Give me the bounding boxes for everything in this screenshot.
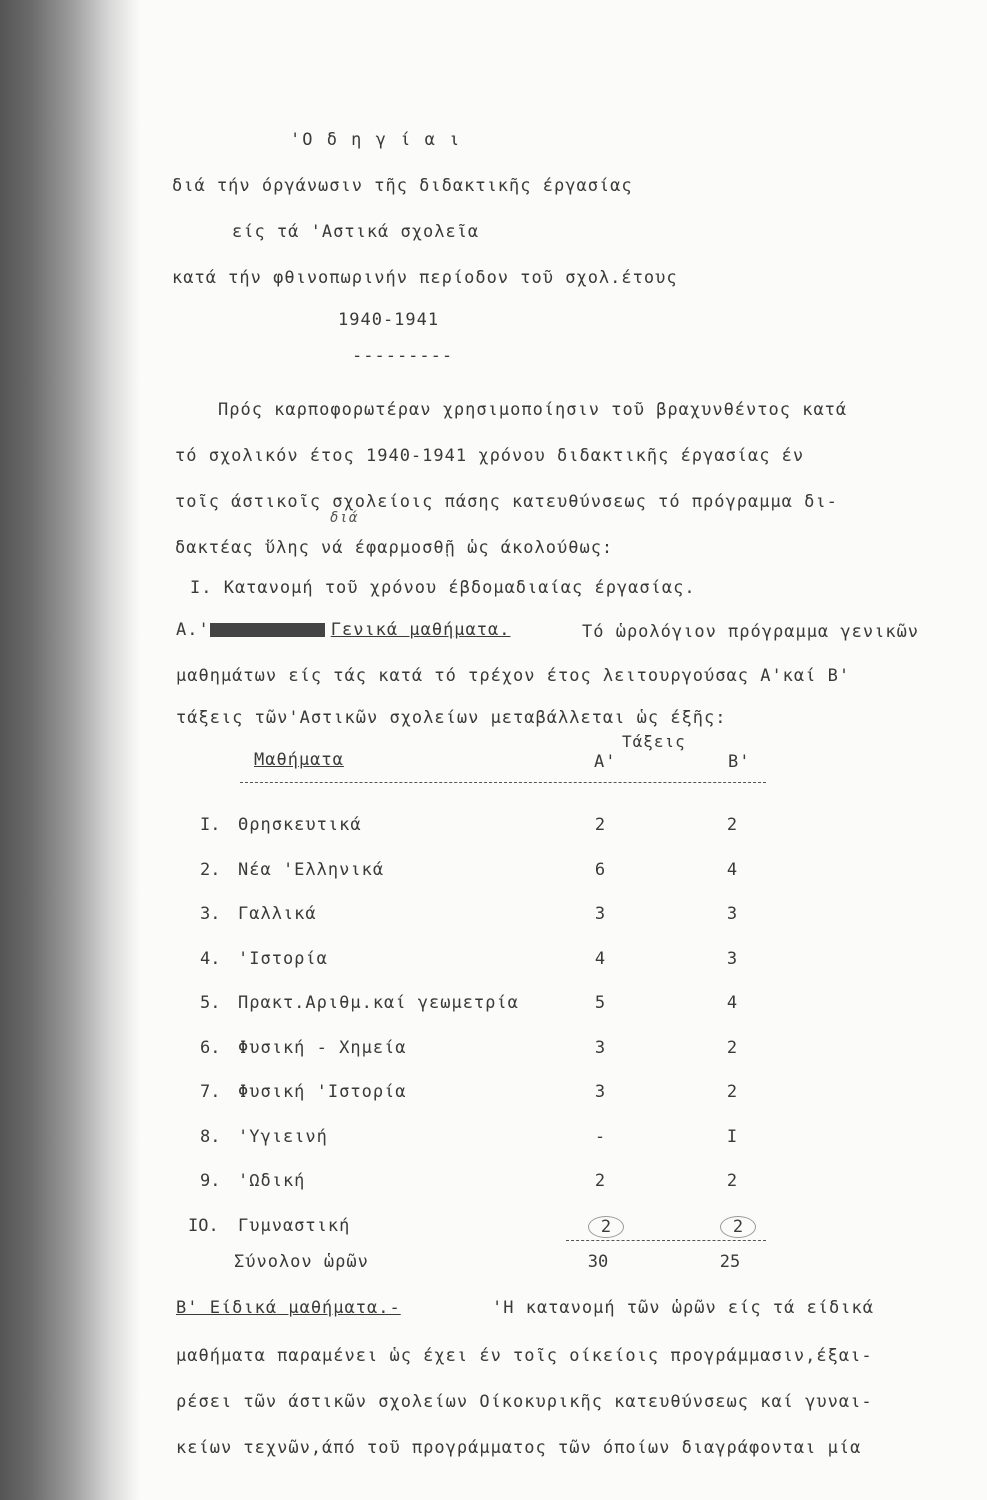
table-row-subject: Θρησκευτικά xyxy=(238,815,362,835)
doc-title-line4: κατά τήν φθινοπωρινήν περίοδον τοῦ σχολ.έτους xyxy=(172,268,678,288)
table-row-subject: Γυμναστική xyxy=(238,1216,351,1236)
table-row-value-a: 6 xyxy=(594,860,606,880)
table-row-value-b: 2 xyxy=(726,1038,738,1058)
section-a-prefix: A.' xyxy=(176,620,210,640)
table-row-value-b: 2 xyxy=(720,1216,756,1238)
table-row-number: 7. xyxy=(200,1082,221,1102)
section-a-line-3: τάξεις τῶν'Αστικῶν σχολείων μεταβάλλεται ὡς έξῆς: xyxy=(176,708,727,728)
doc-title-line2: διά τήν όργάνωσιν τῆς διδακτικῆς έργασίας xyxy=(172,176,633,196)
table-row-value-b: 2 xyxy=(726,1171,738,1191)
table-row-subject: Φυσική - Χημεία xyxy=(238,1038,407,1058)
intro-line-4: δακτέας ὕλης νά έφαρμοσθῇ ὡς άκολούθως: xyxy=(175,538,614,558)
table-total-b: 25 xyxy=(719,1252,741,1272)
table-col-subject: Μαθήματα xyxy=(254,750,344,770)
table-row-value-b: 4 xyxy=(726,860,738,880)
table-row-value-b: 2 xyxy=(726,1082,738,1102)
table-row-subject: Γαλλικά xyxy=(238,904,317,924)
section-b-line-2: μαθήματα παραμένει ὡς έχει έν τοῖς οίκείοις προγράμμασιν,έξαι- xyxy=(176,1346,873,1366)
table-row-value-a: 2 xyxy=(588,1216,624,1238)
table-total-label: Σύνολον ὡρῶν xyxy=(234,1252,369,1272)
table-row-value-a: 4 xyxy=(594,949,606,969)
table-col-b: Β' xyxy=(728,752,751,772)
doc-title: 'Ο δ η γ ί α ι xyxy=(290,130,462,150)
table-row-value-a: - xyxy=(594,1127,606,1147)
table-row-subject: Πρακτ.Αριθμ.καί γεωμετρία xyxy=(238,993,519,1013)
table-row-value-b: 3 xyxy=(726,904,738,924)
section-1-heading: I. Κατανομή τοῦ χρόνου έβδομαδιαίας έργασίας. xyxy=(190,578,696,598)
table-row-value-b: 2 xyxy=(726,815,738,835)
table-row-number: 9. xyxy=(200,1171,221,1191)
table-header-rule xyxy=(240,782,766,783)
intro-line-1: Πρός καρποφορωτέραν χρησιμοποίησιν τοῦ βραχυνθέντος κατά xyxy=(218,400,848,420)
table-total-rule xyxy=(566,1240,766,1241)
table-row-value-b: 3 xyxy=(726,949,738,969)
section-a-line-2: μαθημάτων είς τάς κατά τό τρέχον έτος λειτουργούσας Α'καί Β' xyxy=(176,666,851,686)
table-row-number: 2. xyxy=(200,860,221,880)
table-row-subject: 'Υγιεινή xyxy=(238,1127,328,1147)
table-row-number: 6. xyxy=(200,1038,221,1058)
section-a xyxy=(176,620,510,640)
table-row-value-a: 5 xyxy=(594,993,606,1013)
doc-year: 1940-1941 xyxy=(338,310,440,330)
table-row-number: 3. xyxy=(200,904,221,924)
table-row-subject: Φυσική 'Ιστορία xyxy=(238,1082,407,1102)
table-total-a: 30 xyxy=(587,1252,609,1272)
table-group-header: Τάξεις xyxy=(622,732,686,751)
section-b-heading: Β' Είδικά μαθήματα.- xyxy=(176,1298,401,1318)
scan-shadow xyxy=(0,0,140,1500)
section-a-line-1: Τό ὡρολόγιον πρόγραμμα γενικῶν xyxy=(582,622,920,642)
intro-line-3: τοῖς άστικοῖς σχολείοις πάσης κατευθύνσεως τό πρόγραμμα δι- xyxy=(175,492,838,512)
table-row-value-a: 3 xyxy=(594,904,606,924)
table-row-number: IO. xyxy=(188,1216,219,1236)
strikethrough-mark xyxy=(210,623,325,637)
table-row-number: I. xyxy=(200,815,221,835)
table-row-subject: 'Ιστορία xyxy=(238,949,328,969)
section-b-line-1: 'Η κατανομή τῶν ὡρῶν είς τά είδικά xyxy=(492,1298,874,1318)
table-row-subject: 'Ωδική xyxy=(238,1171,306,1191)
table-row-value-b: I xyxy=(726,1127,738,1147)
table-row-value-a: 3 xyxy=(594,1038,606,1058)
table-row-number: 5. xyxy=(200,993,221,1013)
doc-title-line3: είς τά 'Αστικά σχολεῖα xyxy=(232,222,480,242)
intro-line-2: τό σχολικόν έτος 1940-1941 χρόνου διδακτικῆς έργασίας έν xyxy=(175,446,805,466)
table-col-a: Α' xyxy=(594,752,617,772)
table-row-number: 8. xyxy=(200,1127,221,1147)
table-row-value-b: 4 xyxy=(726,993,738,1013)
table-row-subject: Νέα 'Ελληνικά xyxy=(238,860,385,880)
section-b-line-4: κείων τεχνῶν,άπό τοῦ προγράμματος τῶν όποίων διαγράφονται μία xyxy=(176,1438,862,1458)
table-row-value-a: 2 xyxy=(594,815,606,835)
title-divider: --------- xyxy=(352,346,454,366)
table-row-number: 4. xyxy=(200,949,221,969)
section-b-line-3: ρέσει τῶν άστικῶν σχολείων Οίκοκυρικῆς κατευθύνσεως καί γυναι- xyxy=(176,1392,873,1412)
section-a-heading: Γενικά μαθήματα. xyxy=(330,620,511,640)
handwritten-note: διά xyxy=(330,510,359,526)
table-row-value-a: 3 xyxy=(594,1082,606,1102)
table-row-value-a: 2 xyxy=(594,1171,606,1191)
